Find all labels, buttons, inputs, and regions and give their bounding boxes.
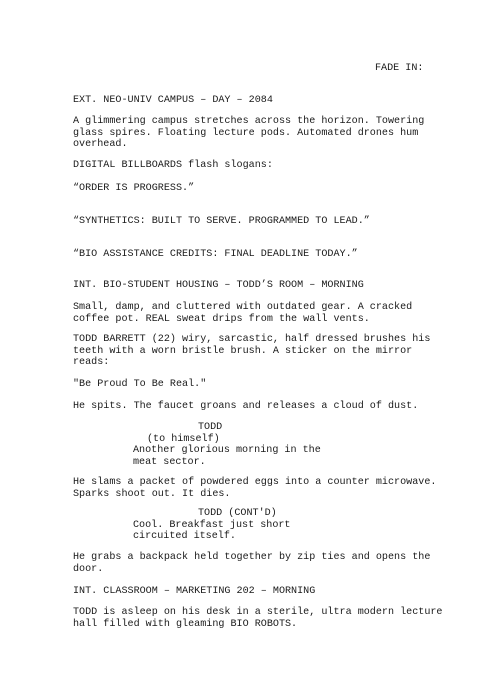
action-line: He spits. The faucet groans and releases a cloud of dust. bbox=[73, 401, 419, 412]
action-line: hall filled with gleaming BIO ROBOTS. bbox=[73, 618, 298, 630]
character-cue-todd-contd: TODD (CONT'D) bbox=[198, 508, 277, 519]
action-line: door. bbox=[73, 563, 104, 575]
action-line: overhead. bbox=[73, 139, 128, 150]
action-line: He slams a packet of powdered eggs into a counter microwave. bbox=[73, 477, 437, 488]
action-line: glass spires. Floating lecture pods. Automated drones hum bbox=[73, 127, 419, 139]
dialogue-line: Cool. Breakfast just short bbox=[133, 519, 291, 531]
character-cue-todd: TODD bbox=[198, 422, 223, 433]
action-line: coffee pot. REAL sweat drips from the wall vents. bbox=[73, 313, 370, 325]
slogan-bio-credits: “BIO ASSISTANCE CREDITS: FINAL DEADLINE TODAY.” bbox=[73, 249, 358, 260]
action-line: He grabs a backpack held together by zip ties and opens the bbox=[73, 552, 431, 563]
slogan-synthetics: “SYNTHETICS: BUILT TO SERVE. PROGRAMMED TO LEAD.” bbox=[73, 216, 370, 227]
scene-heading-campus: EXT. NEO-UNIV CAMPUS – DAY – 2084 bbox=[73, 95, 273, 106]
dialogue-line: meat sector. bbox=[133, 456, 206, 468]
scene-heading-todds-room: INT. BIO-STUDENT HOUSING – TODD’S ROOM – MORNING bbox=[73, 280, 364, 291]
dialogue-line: Another glorious morning in the bbox=[133, 445, 321, 456]
dialogue-line: circuited itself. bbox=[133, 531, 236, 542]
action-line: reads: bbox=[73, 357, 110, 368]
action-line: Sparks shoot out. It dies. bbox=[73, 488, 231, 500]
action-line: teeth with a worn bristle brush. A sticker on the mirror bbox=[73, 345, 413, 357]
scene-heading-classroom: INT. CLASSROOM – MARKETING 202 – MORNING bbox=[73, 586, 316, 597]
action-line: TODD BARRETT (22) wiry, sarcastic, half dressed brushes his bbox=[73, 334, 431, 345]
slogan-order: “ORDER IS PROGRESS.” bbox=[73, 183, 195, 194]
action-sticker: "Be Proud To Be Real." bbox=[73, 379, 207, 390]
transition-fade-in: FADE IN: bbox=[375, 63, 424, 74]
action-line: A glimmering campus stretches across the horizon. Towering bbox=[73, 116, 425, 127]
action-billboards: DIGITAL BILLBOARDS flash slogans: bbox=[73, 160, 273, 171]
action-line: Small, damp, and cluttered with outdated gear. A cracked bbox=[73, 302, 413, 313]
action-line: TODD is asleep on his desk in a sterile, ultra modern lecture bbox=[73, 607, 443, 618]
parenthetical: (to himself) bbox=[147, 433, 220, 445]
